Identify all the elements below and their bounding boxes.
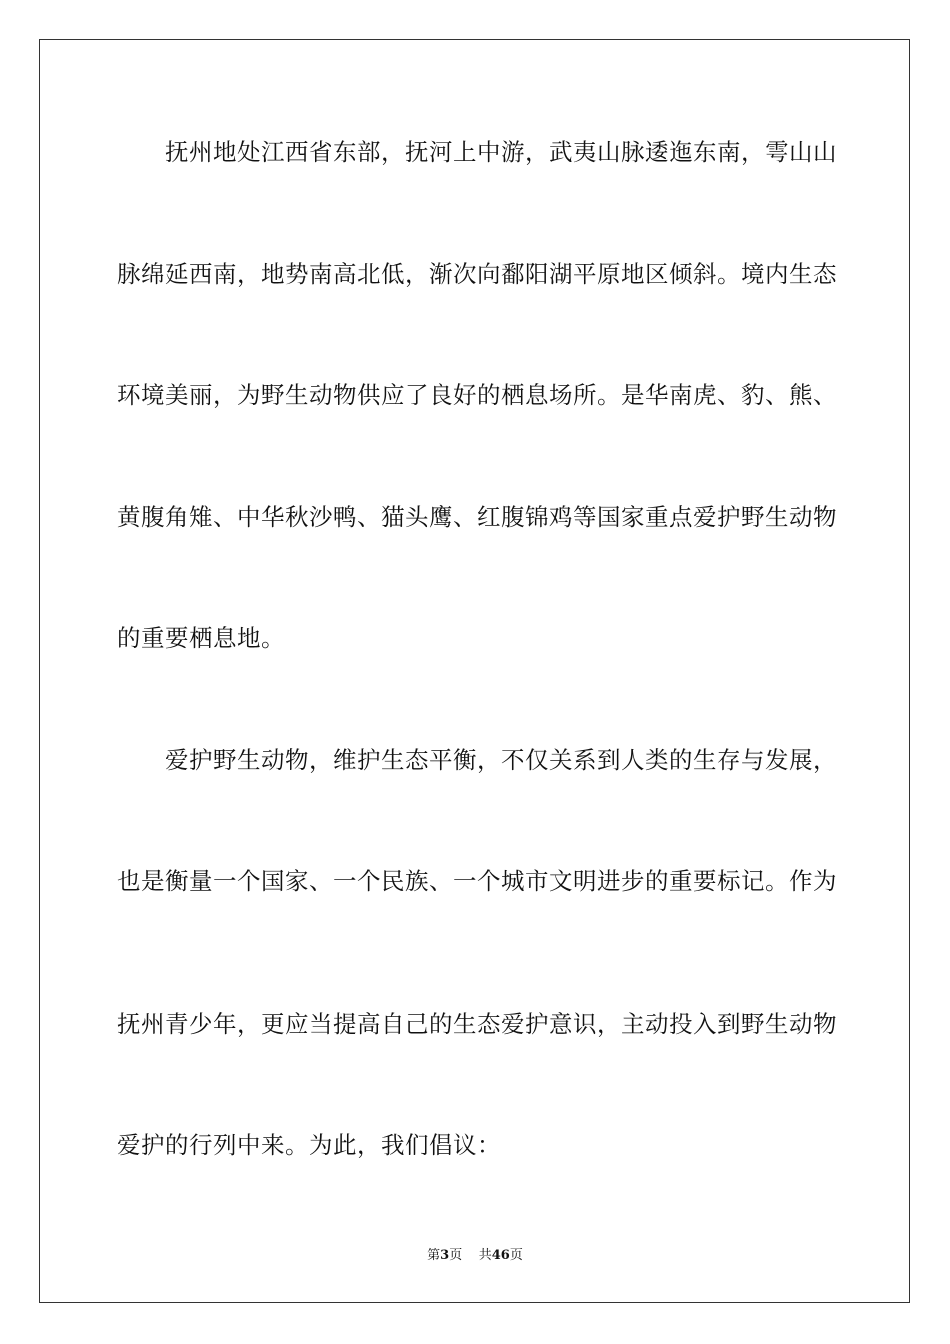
page-border <box>39 39 910 1303</box>
paragraph-2-line-2: 也是衡量一个国家、一个民族、一个城市文明进步的重要标记。作为 <box>117 867 837 895</box>
paragraph-2-line-1: 爱护野生动物，维护生态平衡，不仅关系到人类的生存与发展， <box>165 746 837 774</box>
total-pages: 46 <box>491 1248 510 1263</box>
total-suffix: 页 <box>509 1248 523 1263</box>
page-suffix: 页 <box>449 1248 463 1263</box>
paragraph-1-line-2: 脉绵延西南，地势南高北低，渐次向鄱阳湖平原地区倾斜。境内生态 <box>117 260 837 288</box>
page-number: 3 <box>440 1248 450 1263</box>
paragraph-2-line-4: 爱护的行列中来。为此，我们倡议： <box>117 1131 501 1159</box>
paragraph-1-line-4: 黄腹角雉、中华秋沙鸭、猫头鹰、红腹锦鸡等国家重点爱护野生动物 <box>117 503 837 531</box>
paragraph-1-line-1: 抚州地处江西省东部，抚河上中游，武夷山脉逶迤东南，雩山山 <box>165 138 837 166</box>
page-footer <box>0 1247 950 1265</box>
total-prefix: 共 <box>478 1248 492 1263</box>
paragraph-1-line-5: 的重要栖息地。 <box>117 624 285 652</box>
paragraph-1-line-3: 环境美丽，为野生动物供应了良好的栖息场所。是华南虎、豹、熊、 <box>117 381 837 409</box>
page-prefix: 第 <box>427 1248 441 1263</box>
paragraph-2-line-3: 抚州青少年，更应当提高自己的生态爱护意识，主动投入到野生动物 <box>117 1010 837 1038</box>
